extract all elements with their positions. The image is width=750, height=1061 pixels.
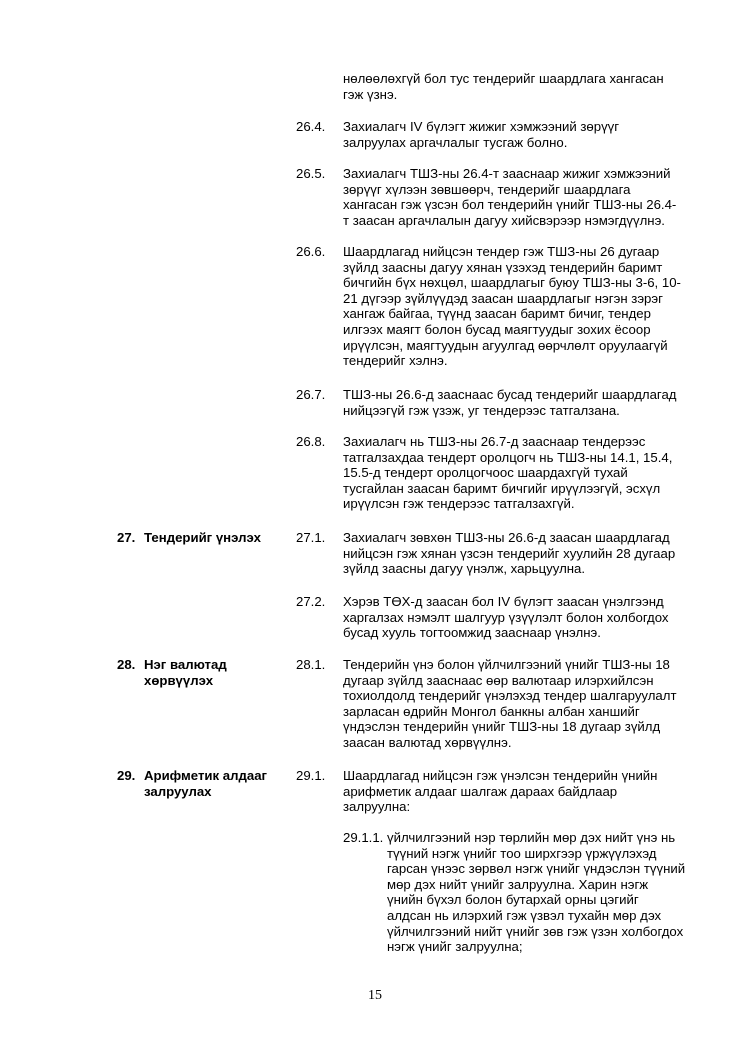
clause-text: Захиалагч зөвхөн ТШЗ-ны 26.6-д заасан шаардлагад нийцсэн гэж хянан үзсэн тендерийг хуулийн 28 дугаар зүйлд заасны дагуу үнэлж, харьцуулна.: [343, 530, 676, 577]
clause-number: 26.4.: [296, 119, 326, 134]
subclause-text: үйлчилгээний нэр төрлийн мөр дэх нийт үнэ нь түүний нэгж үнийг тоо ширхгээр үржүүлэхэд гарсан үнээс зөрвөл нэгж үнийг үндэслэн түүний мөр дэх нийт үнийг залруулна. Харин нэгж үнийн бүхэл болон бутархай орны цэгийг алдсан нь илэрхий гэж үзвэл тухайн мөр дэх үйлчилгээний нийт үнийг зөв гэж үзэн холбогдох нэгж үнийг залруулна;: [387, 830, 686, 955]
clause-text: Тендерийн үнэ болон үйлчилгээний үнийг ТШЗ-ны 18 дугаар зүйлд зааснаас өөр валютаар илэрхийлсэн тохиолдолд тендерийг үнэлэхэд тендер шалгаруулалт зарласан өдрийн Монгол банкны албан ханшийг үндэслэн тендерийн үнийг ТШЗ-ны 18 дугаар зүйлд заасан валютад хөрвүүлнэ.: [343, 657, 677, 750]
clause-text: Захиалагч нь ТШЗ-ны 26.7-д зааснаар тендерээс татгалзахдаа тендерт оролцогч нь ТШЗ-ны 14.1, 15.4, 15.5-д тендерт оролцогчоос шаардахгүй тухай тусгайлан заасан баримт бичгийг ирүүлээгүй, эсхүл ирүүлсэн гэж тендерээс татгалзахгүй.: [343, 434, 673, 512]
clause-number: 26.8.: [296, 434, 326, 449]
clause-number: 27.2.: [296, 594, 326, 609]
section-title: Тендерийг үнэлэх: [144, 530, 261, 545]
clause-text: Шаардлагад нийцсэн гэж үнэлсэн тендерийн үнийн арифметик алдааг шалгаж дараах байдлаар залруулна:: [343, 768, 658, 815]
clause-text: ТШЗ-ны 26.6-д зааснаас бусад тендерийг шаардлагад нийцээгүй гэж үзэж, уг тендерээс татгалзана.: [343, 387, 677, 418]
clause-text: Захиалагч ТШЗ-ны 26.4-т зааснаар жижиг хэмжээний зөрүүг хүлээн зөвшөөрч, тендерийг шаардлага хангасан гэж үзсэн бол тендерийн үнийг ТШЗ-ны 26.4- т заасан аргачлалын дагуу хийсвэрээр нэмэгдүүлнэ.: [343, 166, 677, 228]
clause-number: 26.5.: [296, 166, 326, 181]
clause-text: Хэрэв ТӨХ-д заасан бол IV бүлэгт заасан үнэлгээнд харгалзах нэмэлт шалгуур үзүүлэлт болон холбогдох бусад хууль тогтоомжид зааснаар үнэлнэ.: [343, 594, 669, 641]
clause-number: 26.6.: [296, 244, 326, 259]
section-title: Нэг валютад хөрвүүлэх: [144, 657, 227, 688]
clause-text: Захиалагч IV бүлэгт жижиг хэмжээний зөрүүг залруулах аргачлалыг тусгаж болно.: [343, 119, 620, 150]
section-number: 29.: [117, 768, 136, 783]
clause-number: 29.1.: [296, 768, 326, 783]
clause-text: Шаардлагад нийцсэн тендер гэж ТШЗ-ны 26 дугаар зүйлд заасны дагуу хянан үзэхэд тендерийн баримт бичгийн бүх нөхцөл, шаардлагыг буюу ТШЗ-ны 3-6, 10- 21 дүгээр зүйлүүдэд заасан шаардлагыг нэгэн зэрэг хангаж байгаа, түүнд заасан баримт бичиг, тендер илгээх маягт болон бусад маягтуудыг зохих ёсоор ирүүлсэн, маягтуудын агуулгад өөрчлөлт оруулаагүй тендерийг хэлнэ.: [343, 244, 681, 369]
clause-number: 26.7.: [296, 387, 326, 402]
section-number: 27.: [117, 530, 136, 545]
page-number: 15: [368, 988, 382, 1003]
section-title: Арифметик алдааг залруулах: [144, 768, 268, 799]
subclause-number: 29.1.1.: [343, 830, 384, 845]
intro-paragraph: нөлөөлөхгүй бол тус тендерийг шаардлага хангасан гэж үзнэ.: [343, 71, 664, 102]
clause-number: 27.1.: [296, 530, 326, 545]
section-number: 28.: [117, 657, 136, 672]
clause-number: 28.1.: [296, 657, 326, 672]
